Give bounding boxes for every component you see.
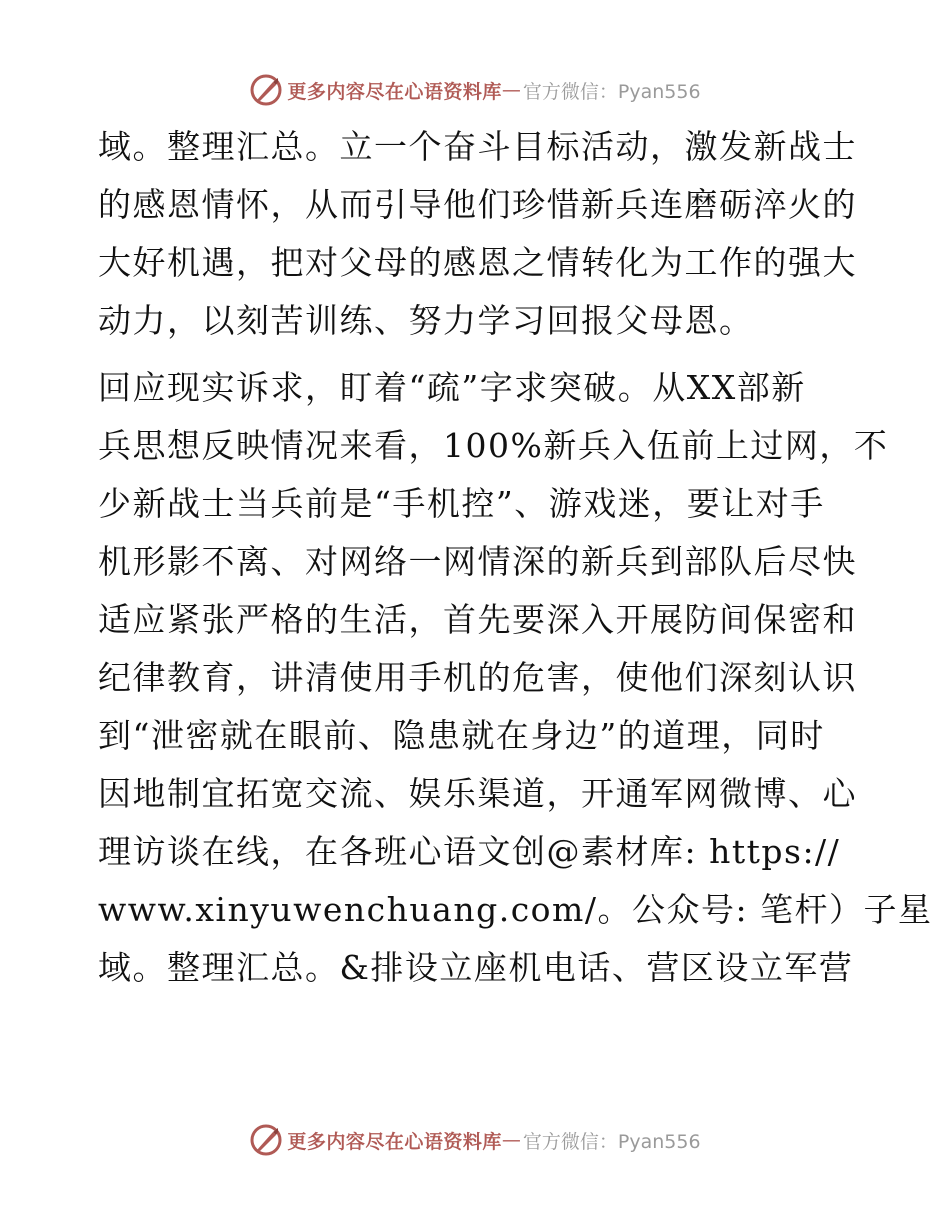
quill-logo-icon [249,1123,283,1157]
paragraph-1 [98,118,858,350]
banner-brand-text: 更多内容尽在心语资料库 [287,1130,502,1153]
text-line: 少新战士当兵前是“手机控”、游戏迷，要让对手 [98,484,825,523]
text-line: 纪律教育，讲清使用手机的危害，使他们深刻认识 [98,658,857,697]
text-line: 域。整理汇总。立一个奋斗目标活动，激发新战士 [98,127,857,166]
text-line: 兵思想反映情况来看，100%新兵入伍前上过网，不 [98,426,889,465]
banner-brand-text: 更多内容尽在心语资料库 [287,80,502,103]
banner-wechat-text: 官方微信：Pyan556 [522,80,701,103]
text-line: www.xinyuwenchuang.com/。公众号: 笔杆）子星 [98,890,933,929]
footer-banner [0,1120,950,1160]
text-line: 的感恩情怀，从而引导他们珍惜新兵连磨砺淬火的 [98,185,857,224]
banner-wechat-text: 官方微信：Pyan556 [522,1130,701,1153]
header-banner [0,70,950,110]
text-line: 回应现实诉求，盯着“疏”字求突破。从XX部新 [98,368,806,407]
text-line: 大好机遇，把对父母的感恩之情转化为工作的强大 [98,243,857,282]
banner-separator: — [501,1129,521,1151]
document-body [98,118,933,997]
paragraph-2 [98,359,933,997]
text-line: 动力，以刻苦训练、努力学习回报父母恩。 [98,301,754,340]
text-line: 因地制宜拓宽交流、娱乐渠道，开通军网微博、心 [98,774,857,813]
text-line: 理访谈在线，在各班心语文创@素材库: https:// [98,832,841,871]
paragraph-gap [98,350,858,359]
text-line: 域。整理汇总。&排设立座机电话、营区设立军营 [98,948,854,987]
text-line: 机形影不离、对网络一网情深的新兵到部队后尽快 [98,542,857,581]
banner-separator: — [501,79,521,101]
quill-logo-icon [249,73,283,107]
text-line: 到“泄密就在眼前、隐患就在身边”的道理，同时 [98,716,825,755]
text-line: 适应紧张严格的生活，首先要深入开展防间保密和 [98,600,857,639]
